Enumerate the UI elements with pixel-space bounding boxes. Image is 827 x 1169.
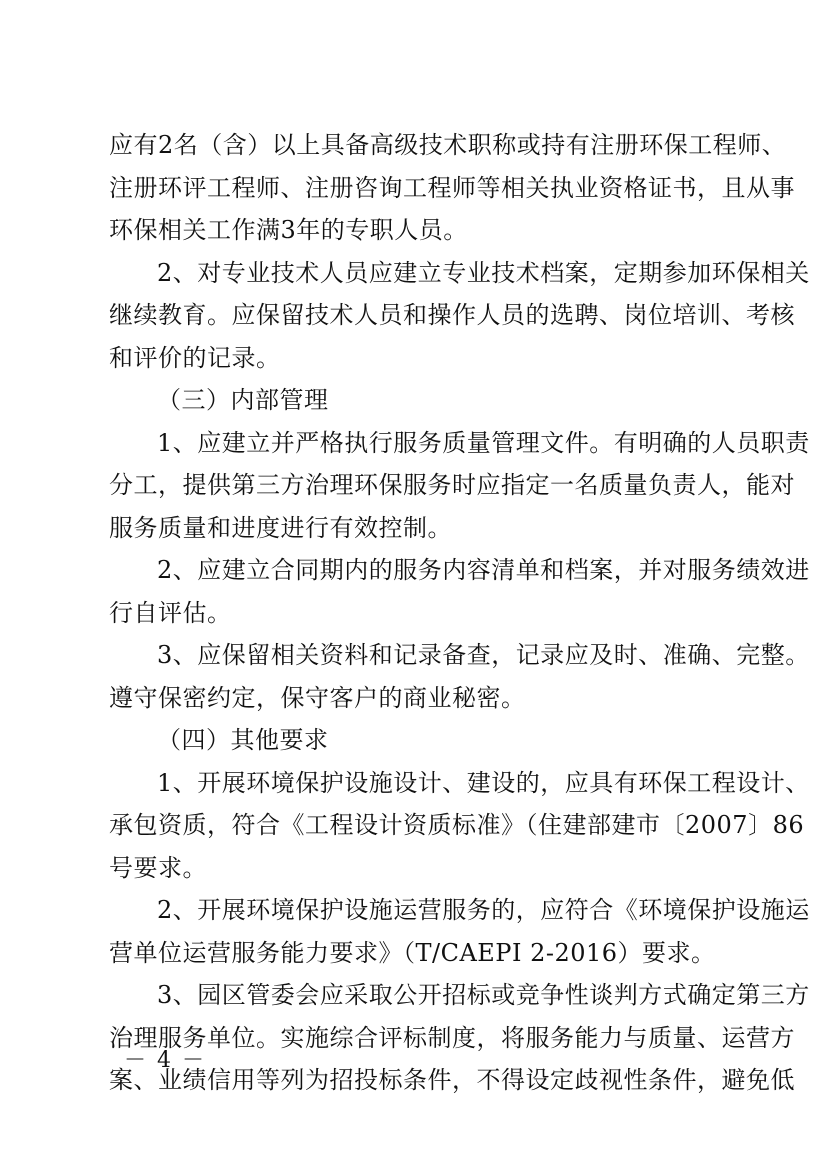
text-line: 和评价的记录。 (109, 344, 281, 372)
paragraph-start-line: 1、应建立并严格执行服务质量管理文件。有明确的人员职责 (157, 429, 810, 457)
text-line: 应有2名（含）以上具备高级技术职称或持有注册环保工程师、 (109, 131, 787, 159)
paragraph-start-line: 2、开展环境保护设施运营服务的，应符合《环境保护设施运 (157, 896, 810, 924)
paragraph-start-line: 3、园区管委会应采取公开招标或竞争性谈判方式确定第三方 (157, 981, 810, 1009)
page-number: － 4 － (124, 1048, 206, 1073)
paragraph-start-line: 3、应保留相关资料和记录备查，记录应及时、准确、完整。 (157, 641, 810, 669)
text-line: 遵守保密约定，保守客户的商业秘密。 (109, 684, 526, 712)
section-heading: （三）内部管理 (157, 386, 329, 414)
text-line: 服务质量和进度进行有效控制。 (109, 514, 452, 542)
text-line: 行自评估。 (109, 599, 232, 627)
paragraph-start-line: 2、应建立合同期内的服务内容清单和档案，并对服务绩效进 (157, 556, 810, 584)
section-heading: （四）其他要求 (157, 726, 329, 754)
text-line: 营单位运营服务能力要求》（T/CAEPI 2-2016）要求。 (109, 939, 716, 967)
text-line: 继续教育。应保留技术人员和操作人员的选聘、岗位培训、考核 (109, 301, 795, 329)
text-line: 环保相关工作满3年的专职人员。 (109, 216, 468, 244)
paragraph-start-line: 2、对专业技术人员应建立专业技术档案，定期参加环保相关 (157, 259, 810, 287)
text-line: 案、业绩信用等列为招投标条件，不得设定歧视性条件，避免低 (109, 1066, 795, 1094)
paragraph-start-line: 1、开展环境保护设施设计、建设的，应具有环保工程设计、 (157, 769, 810, 797)
text-line: 分工，提供第三方治理环保服务时应指定一名质量负责人，能对 (109, 471, 795, 499)
text-line: 承包资质，符合《工程设计资质标准》（住建部建市〔2007〕86 (109, 811, 805, 839)
text-line: 注册环评工程师、注册咨询工程师等相关执业资格证书，且从事 (109, 174, 795, 202)
text-line: 号要求。 (109, 854, 207, 882)
text-line: 治理服务单位。实施综合评标制度，将服务能力与质量、运营方 (109, 1024, 795, 1052)
